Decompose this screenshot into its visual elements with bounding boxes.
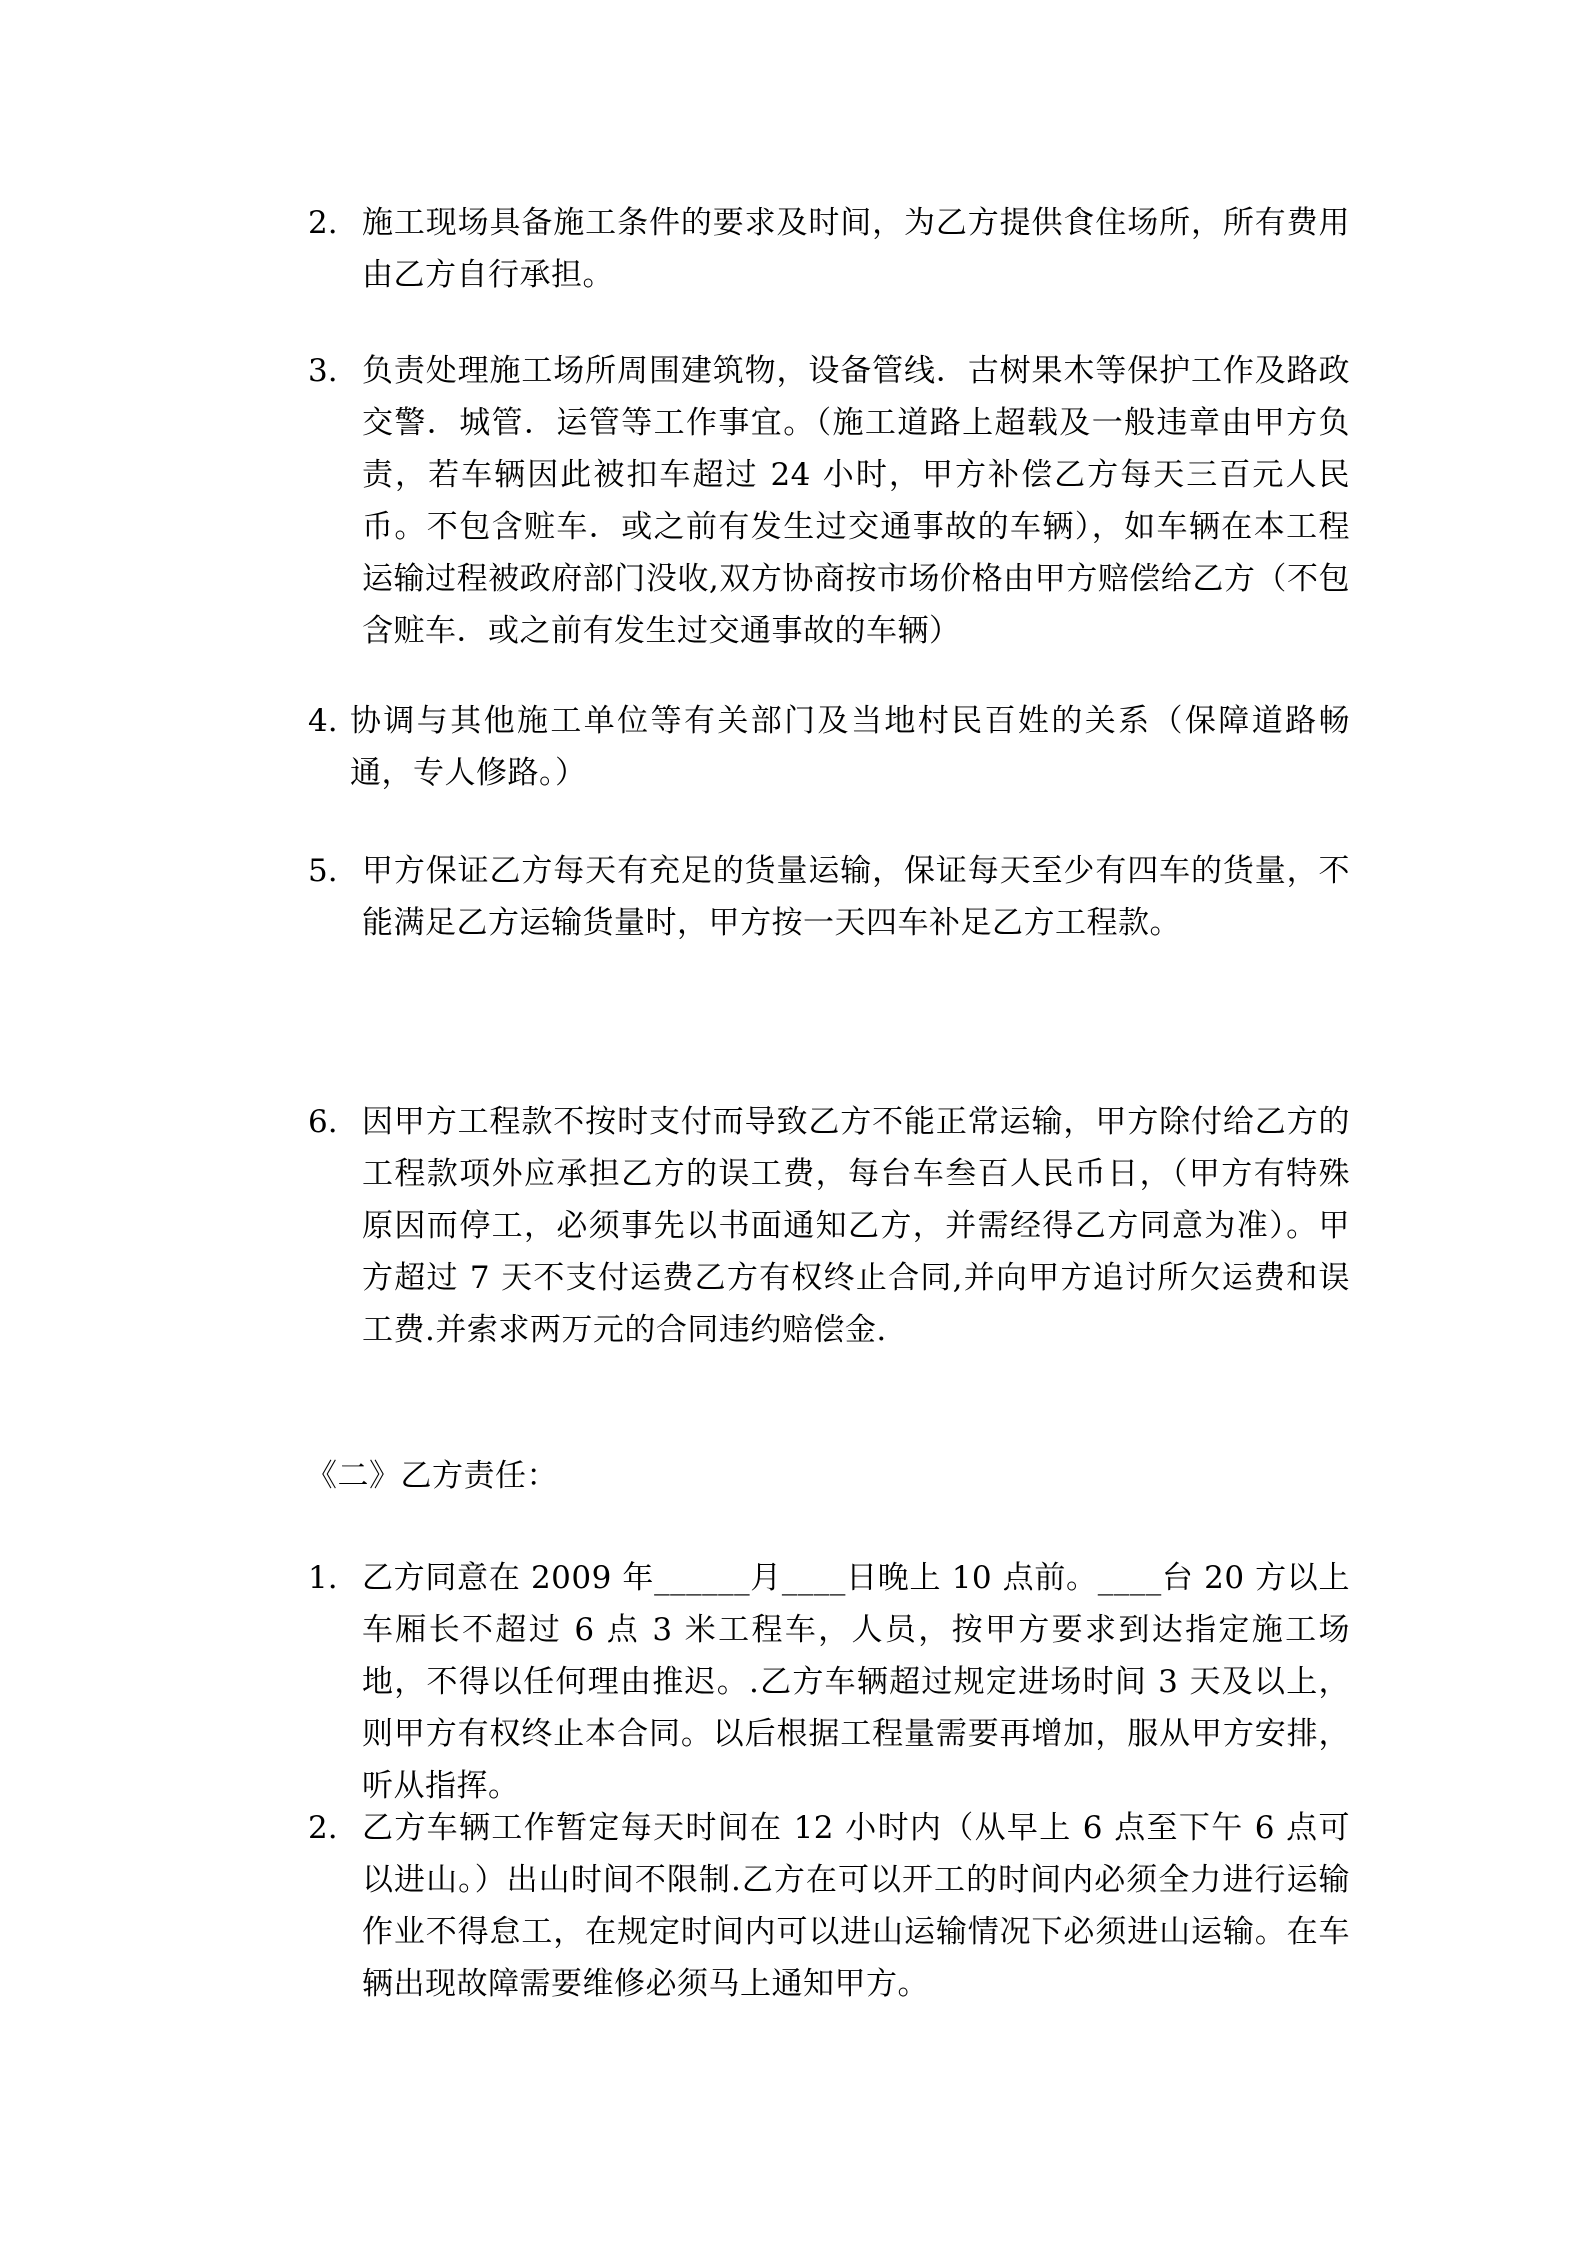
- clause-number: 4.: [308, 703, 338, 739]
- clause-text: 协调与其他施工单位等有关部门及当地村民百姓的关系（保障道路畅通，专人修路。）: [350, 703, 1350, 791]
- clause-text: 施工现场具备施工条件的要求及时间，为乙方提供食住场所，所有费用由乙方自行承担。: [362, 205, 1350, 293]
- clause-number: 1.: [308, 1560, 338, 1596]
- clause-text: 负责处理施工场所周围建筑物，设备管线．古树果木等保护工作及路政交警．城管．运管等工作事宜。（施工道路上超载及一般违章由甲方负责，若车辆因此被扣车超过 24 小时，甲方补偿乙方每天三百元人民币。不包含赃车．或之前有发生过交通事故的车辆），如车辆在本工程运输过程被政府部门没收,双方协商按市场价格由甲方赔偿给乙方（不包含赃车．或之前有发生过交通事故的车辆）: [362, 353, 1350, 649]
- clause-text: 乙方车辆工作暂定每天时间在 12 小时内（从早上 6 点至下午 6 点可以进山。）出山时间不限制.乙方在可以开工的时间内必须全力进行运输作业不得怠工，在规定时间内可以进山运输情况下必须进山运输。在车辆出现故障需要维修必须马上通知甲方。: [362, 1810, 1350, 2002]
- clause-number: 5.: [308, 853, 338, 889]
- clause-a-5: [308, 845, 1350, 949]
- clause-number: 2.: [308, 205, 338, 241]
- clause-number: 2.: [308, 1810, 338, 1846]
- clause-a-3: [308, 345, 1350, 657]
- clause-b-1: [308, 1552, 1350, 1812]
- clause-a-4: [308, 695, 1350, 799]
- clause-a-6: [308, 1096, 1350, 1356]
- clause-number: 3.: [308, 353, 338, 389]
- clause-text: 乙方同意在 2009 年______月____日晚上 10 点前。____台 20 方以上车厢长不超过 6 点 3 米工程车，人员，按甲方要求到达指定施工场地，不得以任何理由推迟。.乙方车辆超过规定进场时间 3 天及以上，则甲方有权终止本合同。以后根据工程量需要再增加，服从甲方安排，听从指挥。: [362, 1560, 1350, 1804]
- clause-text: 甲方保证乙方每天有充足的货量运输，保证每天至少有四车的货量，不能满足乙方运输货量时，甲方按一天四车补足乙方工程款。: [362, 853, 1350, 941]
- section-heading-party-b: 《二》乙方责任：: [306, 1458, 558, 1494]
- clause-a-2: [308, 197, 1350, 301]
- clause-b-2: [308, 1802, 1350, 2010]
- clause-text: 因甲方工程款不按时支付而导致乙方不能正常运输，甲方除付给乙方的工程款项外应承担乙方的误工费，每台车叁百人民币日，（甲方有特殊原因而停工，必须事先以书面通知乙方，并需经得乙方同意为准）。甲方超过 7 天不支付运费乙方有权终止合同,并向甲方追讨所欠运费和误工费.并索求两万元的合同违约赔偿金.: [362, 1104, 1350, 1348]
- clause-number: 6.: [308, 1104, 338, 1140]
